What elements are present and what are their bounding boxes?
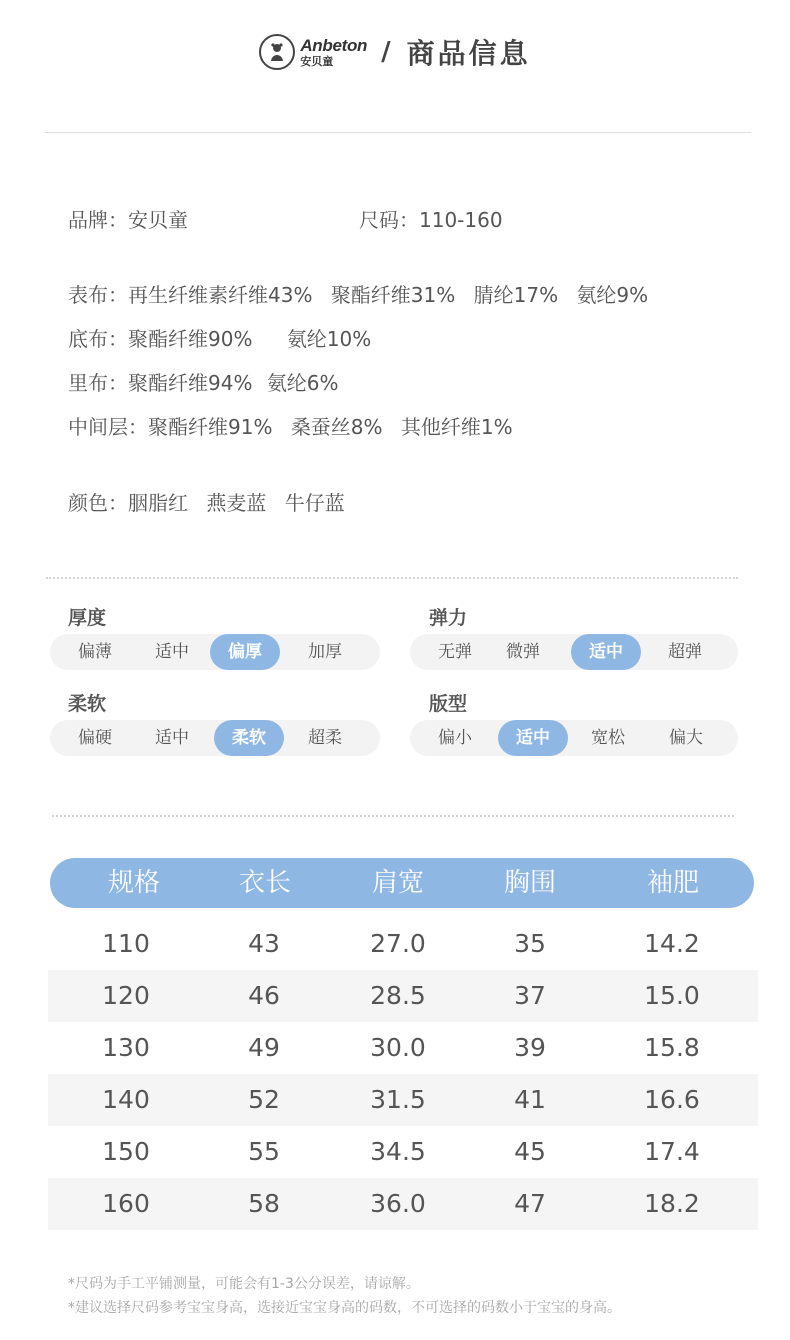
elasticity-option: 微弹 [506,642,540,662]
cell-chest: 39 [514,1033,546,1062]
softness-scale [50,720,380,756]
logo-text-cn: 安贝童 [300,55,334,68]
cell-chest: 35 [514,929,546,958]
lining-fabric-line [68,367,339,396]
elasticity-option-selected: 适中 [571,634,641,670]
thickness-option-selected: 偏厚 [210,634,280,670]
lining-fabric-item: 氨纶6% [266,371,339,395]
elasticity-scale [410,634,738,670]
outer-fabric-item: 聚酯纤维31% [330,283,456,307]
middle-layer-line [68,411,513,440]
thickness-option: 偏薄 [78,642,112,662]
attr-title-fit: 版型 [429,693,468,715]
softness-option-selected: 柔软 [214,720,284,756]
title-separator: / [381,37,391,67]
elasticity-option: 超弹 [668,642,702,662]
cell-chest: 45 [514,1137,546,1166]
thickness-option: 适中 [155,642,189,662]
cell-chest: 47 [514,1189,546,1218]
cell-length: 46 [248,981,280,1010]
bottom-fabric-item: 聚酯纤维90% [128,327,253,351]
outer-fabric-item: 腈纶17% [473,283,559,307]
size-label: 尺码： [359,208,419,232]
size-advice-note: *建议选择尺码参考宝宝身高，选接近宝宝身高的码数，不可选择的码数小于宝宝的身高。 [68,1300,621,1316]
brand-size-line [68,204,503,233]
col-header-sleeve: 袖肥 [646,868,699,898]
table-row [48,1074,758,1126]
brand-logo [259,34,367,70]
attr-title-thickness: 厚度 [68,607,107,629]
attr-title-elasticity: 弹力 [429,607,468,629]
section-divider [46,577,738,579]
cell-length: 58 [248,1189,280,1218]
attr-title-softness: 柔软 [68,693,107,715]
cell-length: 43 [248,929,280,958]
cell-sleeve: 16.6 [644,1085,700,1114]
middle-layer-item: 桑蚕丝8% [290,415,383,439]
cell-shoulder: 30.0 [370,1033,426,1062]
cell-size: 130 [102,1033,150,1062]
fit-scale [410,720,738,756]
logo-text-en: Anbeton [300,36,368,55]
section-divider [52,815,734,817]
color-label: 颜色： [68,491,128,515]
cell-length: 55 [248,1137,280,1166]
outer-fabric-item: 氨纶9% [576,283,649,307]
cell-chest: 41 [514,1085,546,1114]
kangaroo-icon [259,34,295,70]
color-option: 燕麦蓝 [206,491,267,515]
cell-shoulder: 36.0 [370,1189,426,1218]
cell-size: 120 [102,981,150,1010]
cell-shoulder: 27.0 [370,929,426,958]
cell-chest: 37 [514,981,546,1010]
color-line [68,487,345,516]
cell-size: 110 [102,929,150,958]
lining-fabric-item: 聚酯纤维94% [128,371,253,395]
page-title: 商品信息 [406,37,531,70]
bottom-fabric-label: 底布： [68,327,128,351]
lining-fabric-label: 里布： [68,371,128,395]
table-row [48,1178,758,1230]
col-header-length: 衣长 [238,868,291,898]
header-divider [45,132,751,133]
cell-size: 150 [102,1137,150,1166]
col-header-shoulder: 肩宽 [371,868,424,898]
cell-sleeve: 15.8 [644,1033,700,1062]
middle-layer-label: 中间层： [68,415,148,439]
fit-option: 偏小 [438,728,472,748]
elasticity-option: 无弹 [438,642,472,662]
col-header-chest: 胸围 [503,868,556,898]
measurement-note: *尺码为手工平铺测量，可能会有1-3公分误差，请谅解。 [68,1276,420,1292]
color-option: 牛仔蓝 [284,491,345,515]
table-row [48,970,758,1022]
cell-sleeve: 15.0 [644,981,700,1010]
softness-option: 偏硬 [78,728,112,748]
thickness-scale [50,634,380,670]
cell-length: 52 [248,1085,280,1114]
size-value: 110-160 [419,208,503,232]
cell-sleeve: 14.2 [644,929,700,958]
page-header [0,24,790,80]
softness-option: 超柔 [308,728,342,748]
table-row [48,1022,758,1074]
brand-label: 品牌： [68,208,128,232]
cell-length: 49 [248,1033,280,1062]
cell-shoulder: 34.5 [370,1137,426,1166]
fit-option-selected: 适中 [498,720,568,756]
thickness-option: 加厚 [308,642,342,662]
fit-option: 宽松 [591,728,625,748]
brand-value: 安贝童 [128,208,188,232]
table-row [48,918,758,970]
cell-shoulder: 28.5 [370,981,426,1010]
cell-sleeve: 18.2 [644,1189,700,1218]
cell-sleeve: 17.4 [644,1137,700,1166]
cell-size: 140 [102,1085,150,1114]
cell-size: 160 [102,1189,150,1218]
outer-fabric-line [68,279,648,308]
fit-option: 偏大 [669,728,703,748]
bottom-fabric-item: 氨纶10% [286,327,372,351]
outer-fabric-item: 再生纤维素纤维43% [128,283,313,307]
middle-layer-item: 聚酯纤维91% [148,415,273,439]
size-table-header [50,858,754,908]
color-option: 胭脂红 [128,491,188,515]
middle-layer-item: 其他纤维1% [400,415,513,439]
table-row [48,1126,758,1178]
cell-shoulder: 31.5 [370,1085,426,1114]
bottom-fabric-line [68,323,371,352]
col-header-size: 规格 [107,868,160,898]
softness-option: 适中 [155,728,189,748]
outer-fabric-label: 表布： [68,283,128,307]
